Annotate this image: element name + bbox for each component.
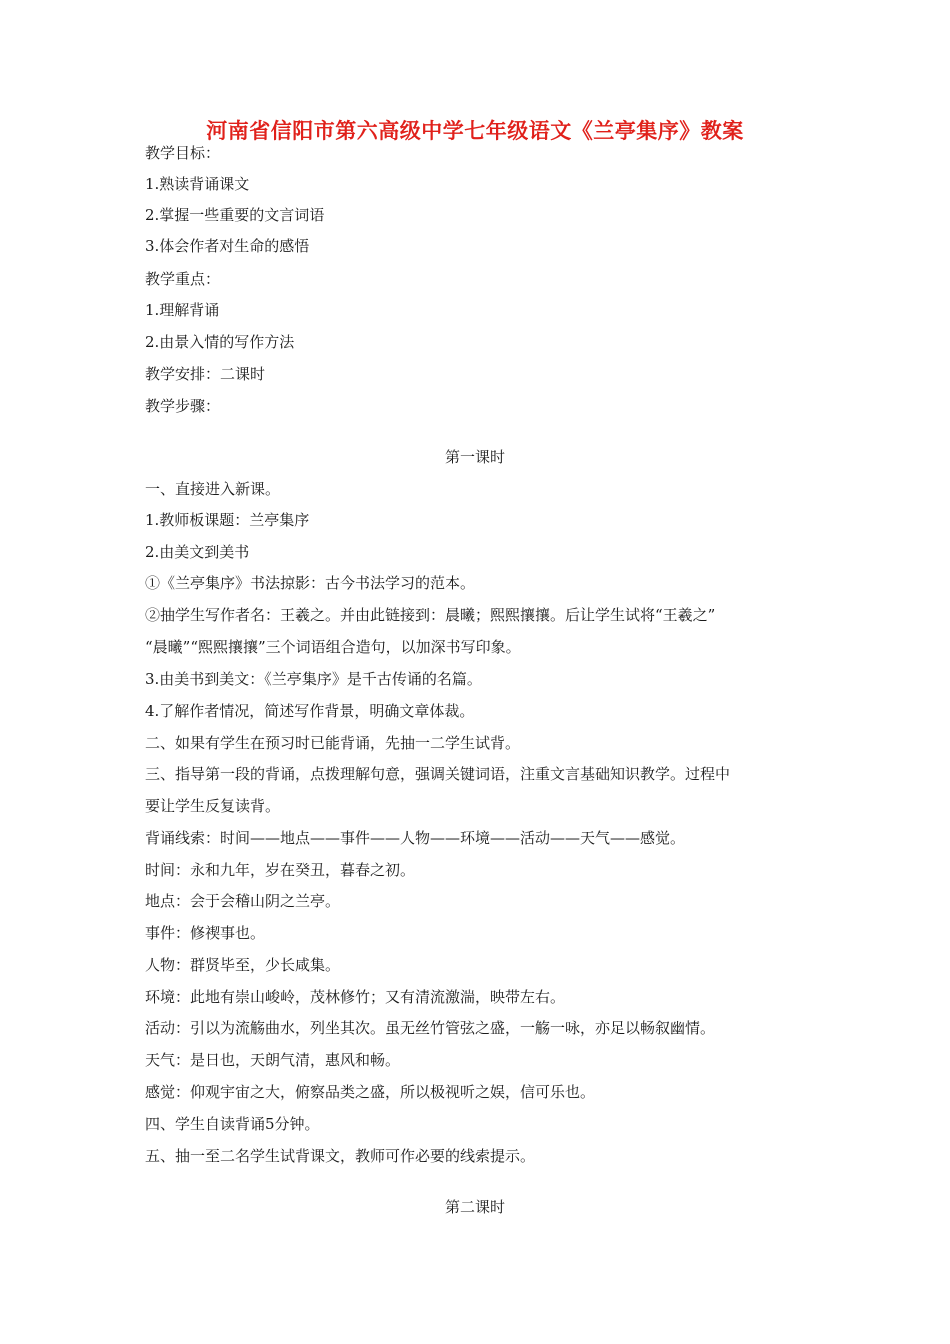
paragraph-line: 4.了解作者情况，简述写作背景，明确文章体裁。 [145, 702, 475, 720]
paragraph-line: ②抽学生写作者名：王羲之。并由此链接到：晨曦；熙熙攘攘。后让学生试将“王羲之” [145, 606, 716, 624]
paragraph-line: 要让学生反复读背。 [145, 797, 281, 815]
paragraph-line: 一、直接进入新课。 [145, 480, 281, 498]
paragraph-line: 四、学生自读背诵5分钟。 [145, 1115, 320, 1133]
paragraph-line: 三、指导第一段的背诵，点拨理解句意，强调关键词语，注重文言基础知识教学。过程中 [145, 765, 731, 783]
paragraph-line: 1.教师板课题：兰亭集序 [145, 511, 310, 529]
paragraph-line: 二、如果有学生在预习时已能背诵，先抽一二学生试背。 [145, 734, 521, 752]
schedule-line: 教学安排：二课时 [145, 365, 266, 383]
key-point-item: 1.理解背诵 [145, 301, 220, 319]
clue-people: 人物：群贤毕至，少长咸集。 [145, 956, 341, 974]
section-heading-lesson-2: 第二课时 [444, 1198, 505, 1216]
objective-item: 2.掌握一些重要的文言词语 [145, 206, 325, 224]
objective-item: 3.体会作者对生命的感悟 [145, 237, 310, 255]
clue-event: 事件：修禊事也。 [145, 924, 266, 942]
heading-steps: 教学步骤： [145, 397, 221, 415]
clue-activity: 活动：引以为流觞曲水，列坐其次。虽无丝竹管弦之盛，一觞一咏，亦足以畅叙幽情。 [145, 1019, 716, 1037]
heading-objectives: 教学目标： [145, 144, 221, 162]
paragraph-line: “晨曦”“熙熙攘攘”三个词语组合造句，以加深书写印象。 [145, 638, 521, 656]
document-title: 河南省信阳市第六高级中学七年级语文《兰亭集序》教案 [206, 119, 744, 143]
paragraph-line: ①《兰亭集序》书法掠影：古今书法学习的范本。 [145, 574, 476, 592]
clue-environment: 环境：此地有崇山峻岭，茂林修竹；又有清流激湍，映带左右。 [145, 988, 566, 1006]
section-heading-lesson-1: 第一课时 [444, 448, 505, 466]
clue-time: 时间：永和九年，岁在癸丑，暮春之初。 [145, 861, 416, 879]
paragraph-line: 3.由美书到美文：《兰亭集序》是千古传诵的名篇。 [145, 670, 482, 688]
objective-item: 1.熟读背诵课文 [145, 175, 250, 193]
recitation-clue-line: 背诵线索：时间——地点——事件——人物——环境——活动——天气——感觉。 [145, 829, 686, 847]
paragraph-line: 2.由美文到美书 [145, 543, 250, 561]
paragraph-line: 五、抽一至二名学生试背课文，教师可作必要的线索提示。 [145, 1147, 536, 1165]
clue-weather: 天气：是日也，天朗气清，惠风和畅。 [145, 1051, 401, 1069]
clue-place: 地点：会于会稽山阴之兰亭。 [145, 892, 341, 910]
heading-key-points: 教学重点： [145, 270, 221, 288]
key-point-item: 2.由景入情的写作方法 [145, 333, 295, 351]
clue-feeling: 感觉：仰观宇宙之大，俯察品类之盛，所以极视听之娱，信可乐也。 [145, 1083, 596, 1101]
